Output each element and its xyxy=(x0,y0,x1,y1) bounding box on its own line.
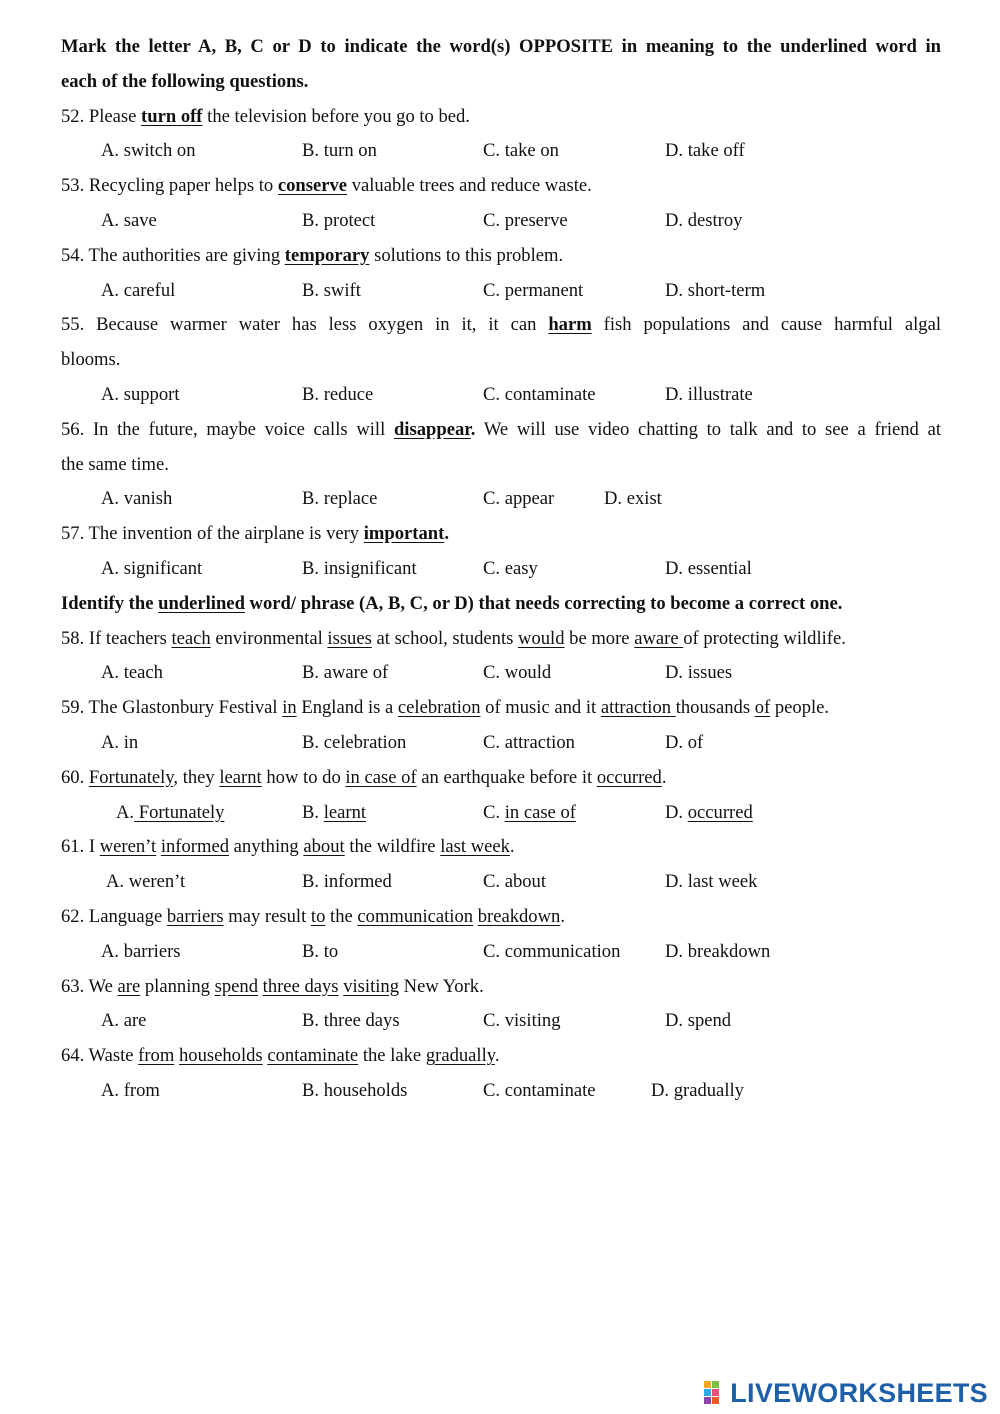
option-d[interactable]: D. gradually xyxy=(651,1079,744,1101)
options-53 xyxy=(61,204,941,239)
options-57 xyxy=(61,552,941,587)
option-b[interactable]: B. to xyxy=(302,940,339,962)
options-56 xyxy=(61,482,941,517)
option-c[interactable]: C. appear xyxy=(483,488,555,510)
liveworksheets-logo-icon xyxy=(704,1381,726,1405)
option-a[interactable]: A. support xyxy=(101,383,180,405)
instruction-opposite-line2: each of the following questions. xyxy=(61,70,309,92)
option-c[interactable]: C. visiting xyxy=(483,1010,561,1032)
instruction-identify: Identify the underlined word/ phrase (A, B, C, or D) that needs correcting to become a correct one. xyxy=(61,592,843,614)
option-d[interactable]: D. short-term xyxy=(665,279,766,301)
question-60: 60. Fortunately, they learnt how to do in case of an earthquake before it occurred. xyxy=(61,766,667,788)
option-d[interactable]: D. spend xyxy=(665,1010,732,1032)
option-a[interactable]: A. careful xyxy=(101,279,176,301)
option-b[interactable]: B. three days xyxy=(302,1010,400,1032)
option-c[interactable]: C. take on xyxy=(483,140,559,162)
option-b[interactable]: B. reduce xyxy=(302,383,374,405)
options-61 xyxy=(61,865,941,900)
options-62 xyxy=(61,935,941,970)
option-d[interactable]: D. exist xyxy=(604,488,662,510)
option-c[interactable]: C. about xyxy=(483,871,547,893)
option-d[interactable]: D. essential xyxy=(665,557,752,579)
option-a[interactable]: A. from xyxy=(101,1079,160,1101)
underlined-word: temporary xyxy=(284,244,370,266)
question-55: 55. Because warmer water has less oxygen in it, it can harm fish populations and cause harmful algal xyxy=(61,314,941,336)
option-d[interactable]: D. take off xyxy=(665,140,745,162)
option-d[interactable]: D. breakdown xyxy=(665,940,771,962)
option-a[interactable]: A. are xyxy=(101,1010,147,1032)
options-55 xyxy=(61,378,941,413)
instruction-opposite-line1: Mark the letter A, B, C or D to indicate the word(s) OPPOSITE in meaning to the underlined word in xyxy=(61,36,941,57)
option-c[interactable]: C. easy xyxy=(483,557,538,579)
underlined-word: disappear xyxy=(393,418,471,440)
option-a[interactable]: A. in xyxy=(101,731,139,753)
options-52 xyxy=(61,134,941,169)
option-c[interactable]: C. contaminate xyxy=(483,383,596,405)
option-d[interactable]: D. of xyxy=(665,731,704,753)
option-a[interactable]: A. barriers xyxy=(101,940,181,962)
option-b[interactable]: B. swift xyxy=(302,279,361,301)
question-58: 58. If teachers teach environmental issues at school, students would be more aware of protecting wildlife. xyxy=(61,627,846,649)
question-55-continued: blooms. xyxy=(61,349,121,371)
liveworksheets-logo-text: LIVEWORKSHEETS xyxy=(730,1378,988,1408)
option-b[interactable]: B. replace xyxy=(302,488,378,510)
option-a[interactable]: A. vanish xyxy=(101,488,173,510)
option-c[interactable]: C. attraction xyxy=(483,731,575,753)
options-60 xyxy=(61,796,941,831)
option-b[interactable]: B. aware of xyxy=(302,662,389,684)
underlined-word: turn off xyxy=(141,105,203,127)
option-c[interactable]: C. communication xyxy=(483,940,621,962)
option-d[interactable]: D. destroy xyxy=(665,209,743,231)
option-c[interactable]: C. preserve xyxy=(483,209,568,231)
option-b[interactable]: B. celebration xyxy=(302,731,407,753)
underlined-word: important xyxy=(363,523,445,545)
options-63 xyxy=(61,1004,941,1039)
option-a[interactable]: A. save xyxy=(101,209,157,231)
option-a[interactable]: A. Fortunately xyxy=(116,801,225,823)
options-54 xyxy=(61,274,941,309)
question-57: 57. The invention of the airplane is very important. xyxy=(61,523,449,545)
liveworksheets-logo xyxy=(704,1380,988,1406)
option-b[interactable]: B. informed xyxy=(302,871,392,893)
option-a[interactable]: A. switch on xyxy=(101,140,196,162)
option-d[interactable]: D. issues xyxy=(665,662,733,684)
option-b[interactable]: B. households xyxy=(302,1079,408,1101)
option-c[interactable]: C. permanent xyxy=(483,279,584,301)
option-c[interactable]: C. in case of xyxy=(483,801,576,823)
question-61: 61. I weren’t informed anything about the wildfire last week. xyxy=(61,836,515,858)
underlined-word: harm xyxy=(548,314,592,336)
option-d[interactable]: D. last week xyxy=(665,871,758,893)
option-c[interactable]: C. contaminate xyxy=(483,1079,596,1101)
question-56-continued: the same time. xyxy=(61,453,169,475)
option-a[interactable]: A. teach xyxy=(101,662,163,684)
worksheet-page xyxy=(61,30,941,1109)
options-58 xyxy=(61,656,941,691)
question-62: 62. Language barriers may result to the communication breakdown. xyxy=(61,905,565,927)
option-b[interactable]: B. insignificant xyxy=(302,557,417,579)
options-64 xyxy=(61,1074,941,1109)
question-64: 64. Waste from households contaminate the lake gradually. xyxy=(61,1045,500,1067)
question-52: 52. Please turn off the television before you go to bed. xyxy=(61,105,470,127)
option-d[interactable]: D. illustrate xyxy=(665,383,753,405)
options-59 xyxy=(61,726,941,761)
underlined-word: conserve xyxy=(277,175,348,197)
option-b[interactable]: B. turn on xyxy=(302,140,377,162)
option-b[interactable]: B. learnt xyxy=(302,801,367,823)
option-d[interactable]: D. occurred xyxy=(665,801,753,823)
question-53: 53. Recycling paper helps to conserve valuable trees and reduce waste. xyxy=(61,175,592,197)
option-b[interactable]: B. protect xyxy=(302,209,376,231)
question-56: 56. In the future, maybe voice calls will disappear. We will use video chatting to talk and to see a friend at xyxy=(61,418,941,440)
option-c[interactable]: C. would xyxy=(483,662,552,684)
option-a[interactable]: A. significant xyxy=(101,557,203,579)
question-54: 54. The authorities are giving temporary solutions to this problem. xyxy=(61,244,564,266)
option-a[interactable]: A. weren’t xyxy=(106,871,186,893)
question-59: 59. The Glastonbury Festival in England is a celebration of music and it attraction thousands of people. xyxy=(61,697,830,719)
question-63: 63. We are planning spend three days visiting New York. xyxy=(61,975,484,997)
